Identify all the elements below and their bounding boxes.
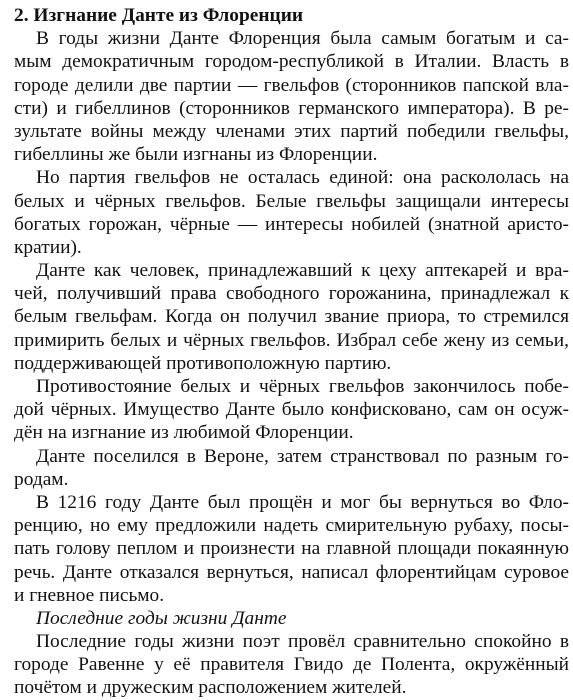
text-line: дой чёрных. Имущество Данте было конфисковано, сам он осуж-	[14, 399, 569, 421]
text-line: речь. Данте отказался вернуться, написал флорентийцам суровое	[14, 561, 569, 583]
text-line: кратии).	[14, 236, 82, 258]
text-line: богатых горожан, чёрные — интересы нобилей (знатной аристо-	[14, 213, 569, 235]
text-line: мым демократичным городом-республикой в Италии. Власть в	[14, 51, 569, 73]
text-line: Последние годы жизни поэт провёл сравнительно спокойно в	[36, 631, 569, 653]
text-line: Данте как человек, принадлежавший к цеху аптекарей и вра-	[36, 260, 569, 282]
paragraph-exile	[14, 375, 569, 445]
text-line: сти) и гибеллинов (сторонников германского императора). В ре-	[14, 97, 569, 119]
text-line: и гневное письмо.	[14, 584, 165, 606]
paragraph-verona	[14, 445, 569, 491]
text-line: В 1216 году Данте был прощён и мог бы вернуться во Фло-	[36, 491, 569, 513]
text-line: поддерживающей противоположную партию.	[14, 352, 392, 374]
paragraph-guelph-split	[14, 166, 569, 259]
text-line: гибеллины же были изгнаны из Флоренции.	[14, 144, 378, 166]
paragraph-ravenna	[14, 630, 569, 700]
text-line: зультате войны между членами этих партий победили гвельфы,	[14, 120, 569, 142]
text-line: белых и чёрных гвельфов. Белые гвельфы защищали интересы	[14, 190, 569, 212]
text-line: Противостояние белых и чёрных гвельфов закончилось побе-	[36, 376, 569, 397]
text-line: Данте поселился в Вероне, затем странствовал по разным го-	[36, 445, 569, 467]
text-line: городе Равенне у её правителя Гвидо де Полента, окружённый	[14, 654, 569, 676]
document-page	[14, 4, 569, 700]
subheading-last-years: Последние годы жизни Данте	[36, 607, 287, 629]
text-line: примирить белых и чёрных гвельфов. Избрал себе жену из семьи,	[14, 329, 569, 351]
text-line: почётом и дружеским расположением жителей.	[14, 677, 407, 699]
text-line: В годы жизни Данте Флоренция была самым богатым и са-	[36, 28, 569, 50]
text-line: белым гвельфам. Когда он получил звание приора, то стремился	[14, 306, 569, 328]
text-line: пать голову пеплом и произнести на главной площади покаянную	[14, 538, 569, 560]
paragraph-pardon-refused	[14, 491, 569, 607]
text-line: городе делили две партии — гвельфов (сторонников папской вла-	[14, 74, 569, 96]
text-line: ренцию, но ему предложили надеть смирительную рубаху, посы-	[14, 515, 569, 537]
text-line: чей, получивший права свободного горожанина, принадлежал к	[14, 283, 569, 305]
paragraph-dante-white-guelph	[14, 259, 569, 375]
text-line: дён на изгнание из любимой Флоренции.	[14, 422, 354, 444]
paragraph-florence-parties	[14, 27, 569, 166]
section-title: 2. Изгнание Данте из Флоренции	[14, 5, 304, 26]
text-line: Но партия гвельфов не осталась единой: она раскололась на	[36, 167, 569, 189]
text-line: родам.	[14, 468, 69, 490]
